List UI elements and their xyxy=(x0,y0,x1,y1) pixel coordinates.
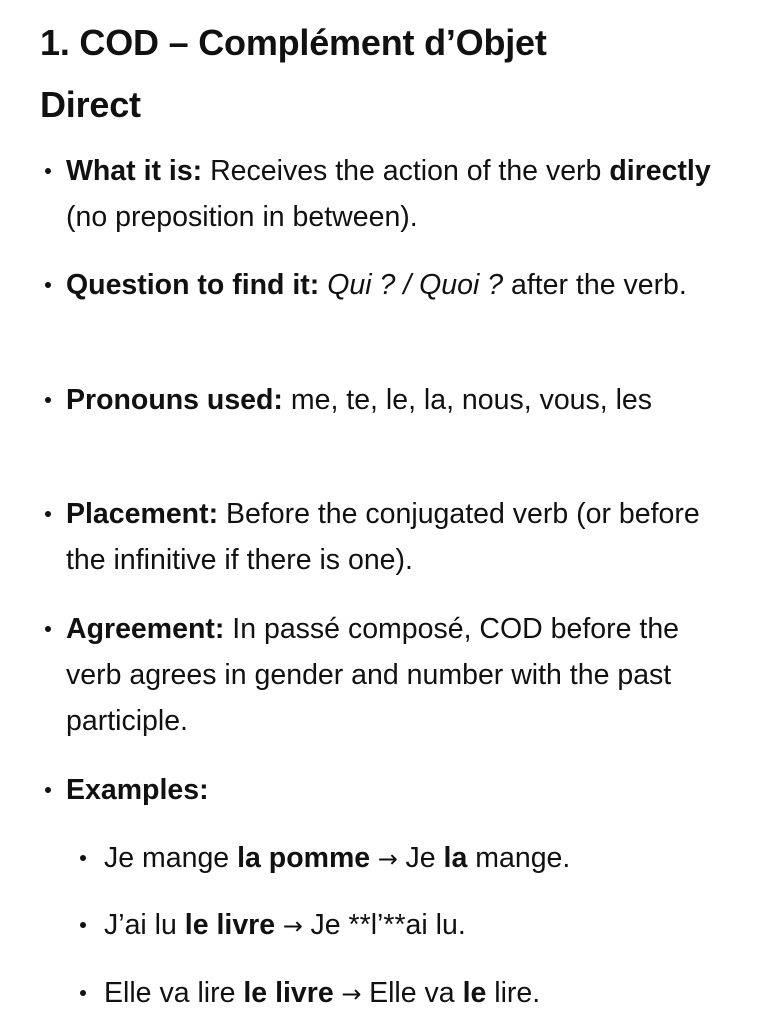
item-text: Receives the action of the verb xyxy=(202,155,602,187)
list-item-agreement xyxy=(66,606,736,744)
example-result: Je xyxy=(405,842,444,874)
item-label: Pronouns used: xyxy=(66,384,283,416)
example-result-end: mange. xyxy=(467,842,571,874)
example-bold: la pomme xyxy=(237,842,371,874)
arrow-icon: → xyxy=(275,912,311,940)
list-item-pronouns xyxy=(66,377,736,423)
page-title xyxy=(40,12,740,136)
example-result: Je **l’**ai lu. xyxy=(310,909,466,941)
example-text: Elle va lire xyxy=(104,977,244,1009)
item-text-2: (no preposition in between). xyxy=(66,201,418,233)
list-item-question xyxy=(66,262,736,308)
item-text: Before the conjugated verb (or before the infinitive if there is one). xyxy=(66,498,700,576)
example-result-bold: le xyxy=(462,977,487,1009)
example-item-1 xyxy=(104,835,744,882)
example-bold: le livre xyxy=(184,909,276,941)
item-text: In passé composé, COD before the verb agrees in gender and number with the past participle. xyxy=(66,613,680,737)
title-line-2: Direct xyxy=(40,84,141,125)
item-label: Examples: xyxy=(66,774,209,806)
list-item-examples xyxy=(66,767,736,813)
item-italic-text: Qui ? / Quoi ? xyxy=(319,269,504,301)
item-label: Question to find it: xyxy=(66,269,320,301)
list-item-what-it-is xyxy=(66,148,736,240)
example-result-end: lire. xyxy=(486,977,541,1009)
arrow-icon: → xyxy=(370,845,406,873)
title-line-1: 1. COD – Complément d’Objet xyxy=(40,22,547,63)
item-label: Placement: xyxy=(66,498,219,530)
arrow-icon: → xyxy=(333,980,370,1008)
example-result-bold: la xyxy=(443,842,468,874)
item-text: me, te, le, la, nous, vous, les xyxy=(282,384,653,416)
example-text: Je mange xyxy=(104,842,238,874)
example-bold: le livre xyxy=(243,977,334,1009)
item-label: What it is: xyxy=(66,155,203,187)
example-item-2 xyxy=(104,902,744,949)
example-text: J’ai lu xyxy=(104,909,185,941)
list-item-placement xyxy=(66,491,736,583)
item-label: Agreement: xyxy=(66,613,225,645)
item-text: after the verb. xyxy=(503,269,687,301)
item-bold-text: directly xyxy=(609,155,711,187)
example-item-3 xyxy=(104,970,744,1017)
example-result: Elle va xyxy=(369,977,463,1009)
